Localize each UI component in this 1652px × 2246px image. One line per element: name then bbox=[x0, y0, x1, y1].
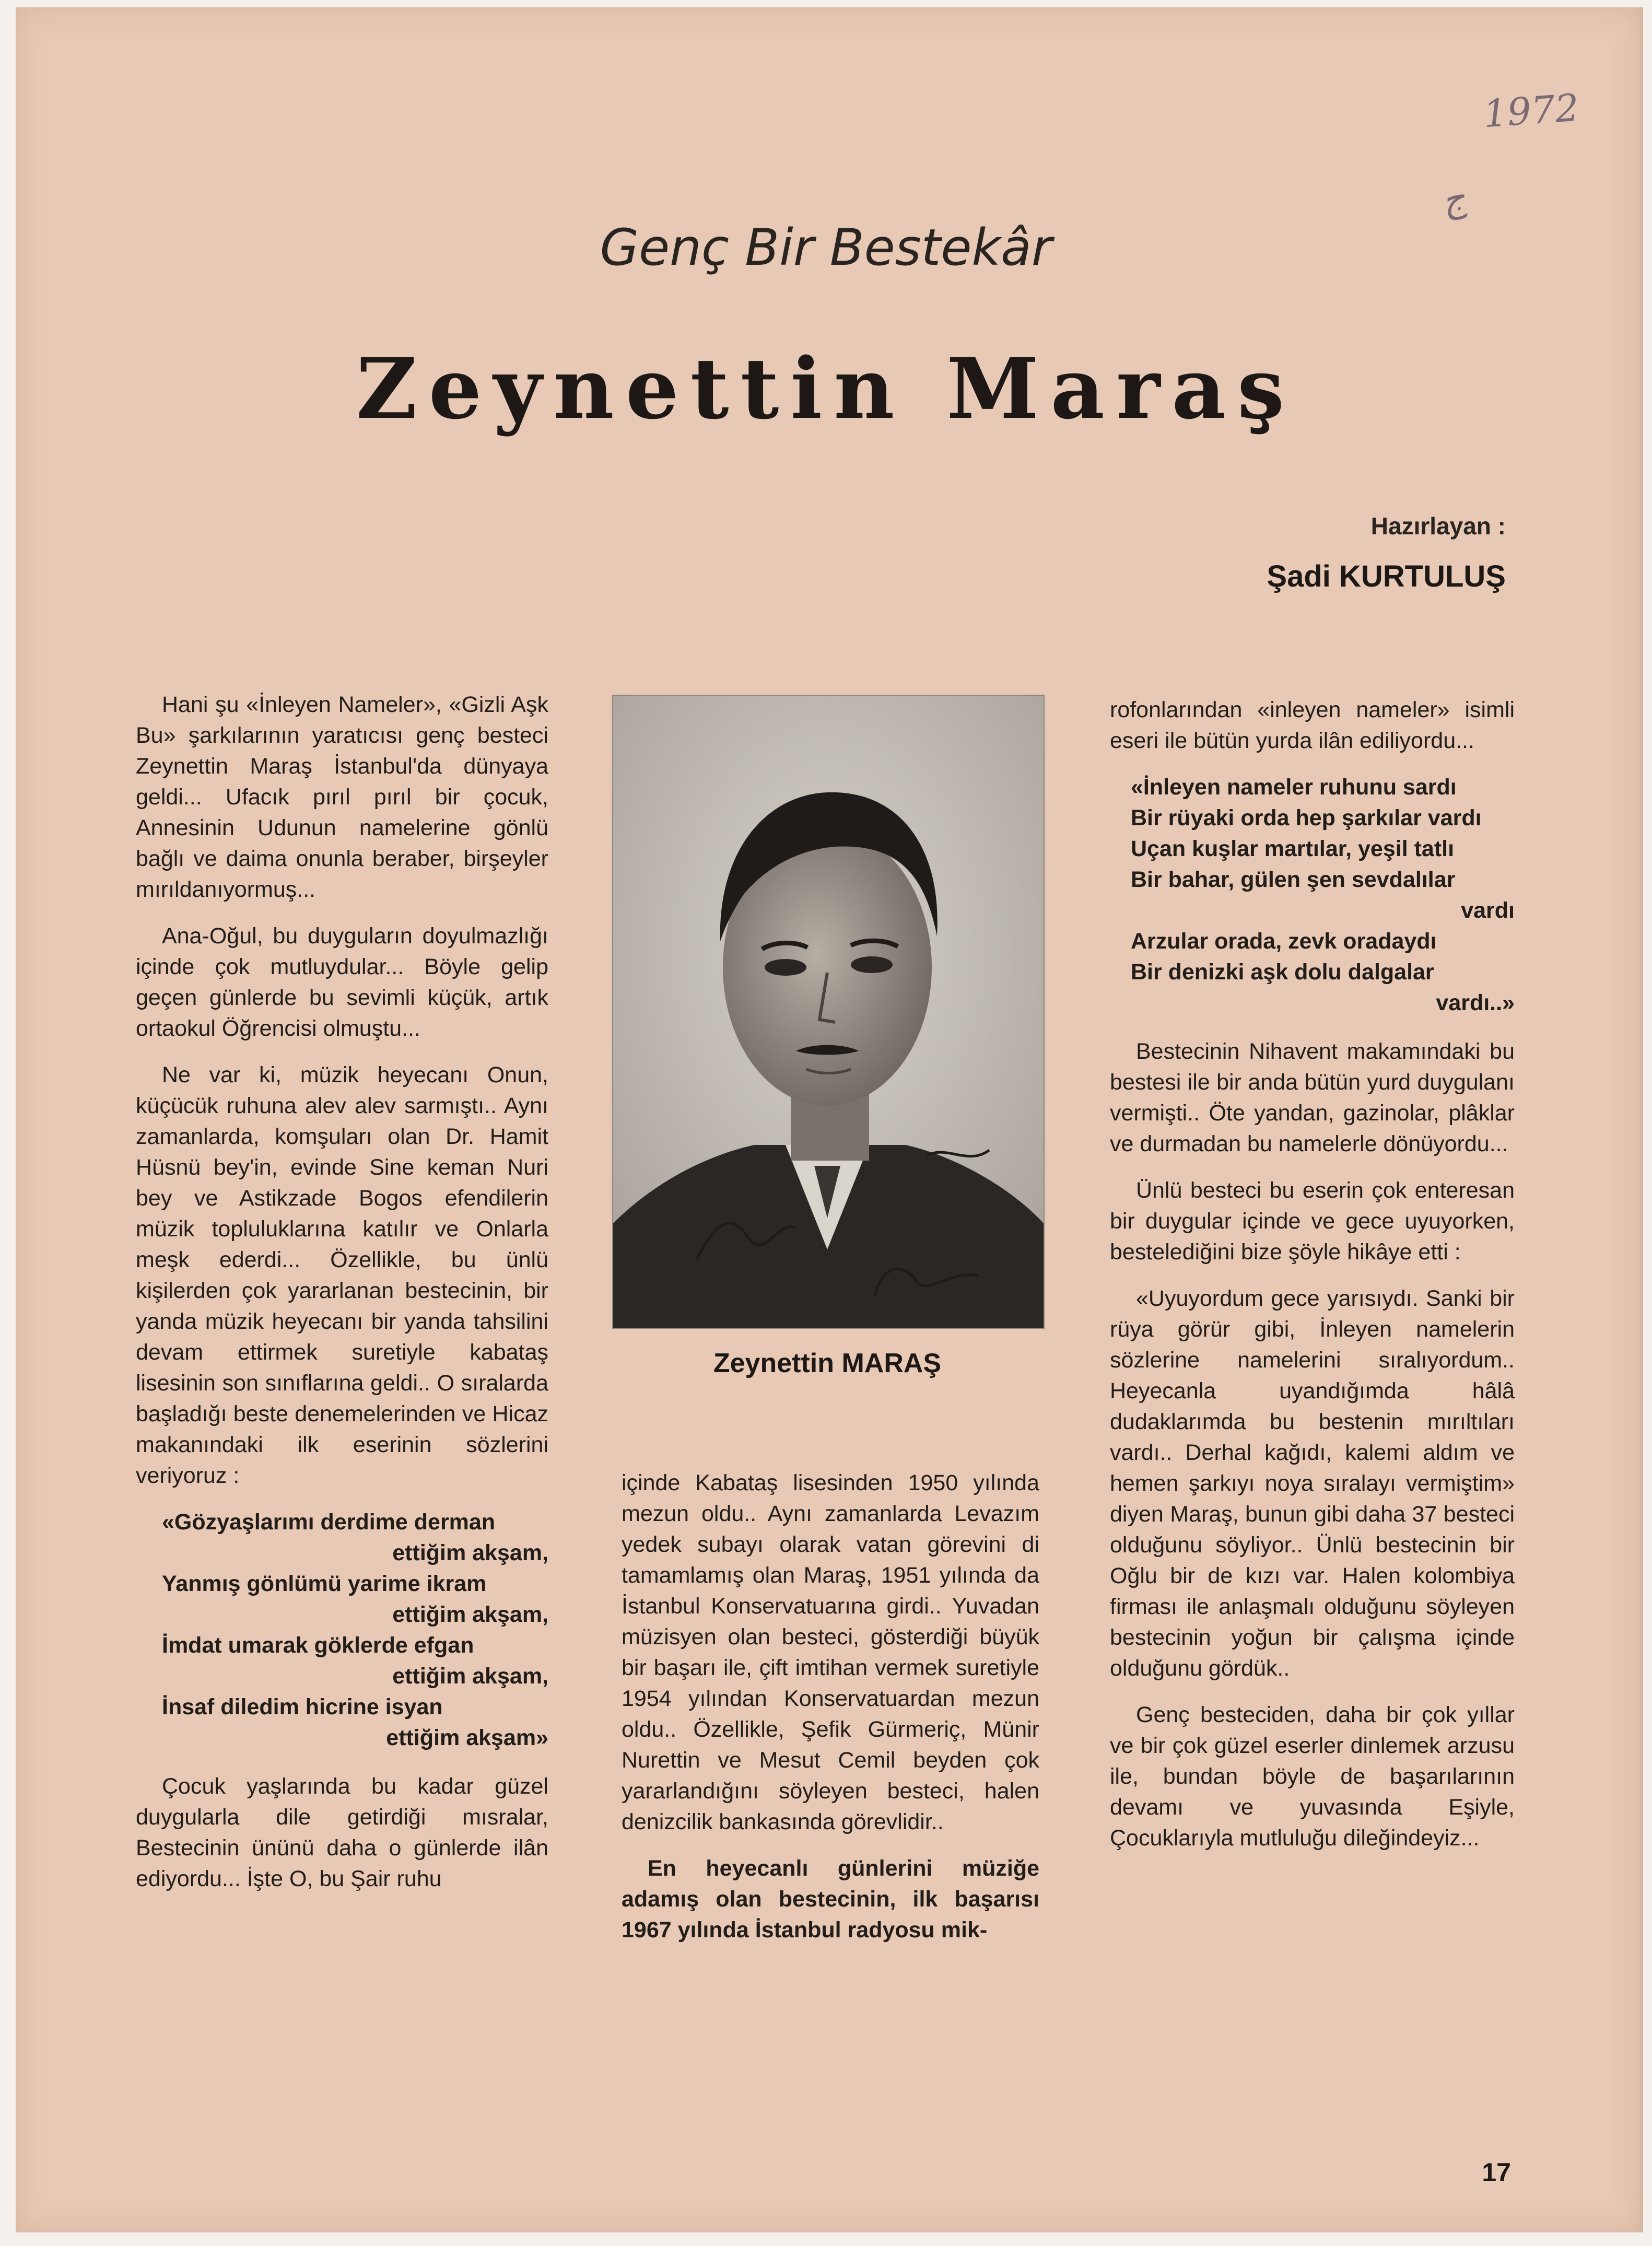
verse-line: ettiğim akşam, bbox=[392, 1664, 548, 1689]
article-column-3 bbox=[1110, 695, 1515, 1869]
paragraph: Bestecinin Nihavent makamındaki bu bestesi ile bir anda bütün yurd duygulanı vermişti.. Öte yandan, gazinolar, plâklar ve durmadan bu namelerle dönüyordu... bbox=[1110, 1039, 1515, 1156]
article-kicker: Genç Bir Bestekâr bbox=[600, 218, 1052, 277]
verse-line: İmdat umarak göklerde efgan bbox=[162, 1633, 474, 1658]
article-column-2 bbox=[622, 1468, 1039, 1961]
verse-line: vardı bbox=[1461, 898, 1515, 923]
paragraph: En heyecanlı günlerini müziğe adamış olan bestecinin, ilk başarısı 1967 yılında İstanbul radyosu mik- bbox=[622, 1856, 1039, 1943]
verse-line: Uçan kuşlar martılar, yeşil tatlı bbox=[1131, 836, 1455, 861]
verse-line: Bir denizki aşk dolu dalgalar bbox=[1131, 960, 1434, 985]
verse-line: ettiğim akşam, bbox=[392, 1602, 548, 1627]
paragraph: Genç besteciden, daha bir çok yıllar ve bir çok güzel eserler dinlemek arzusu ile, bundan böyle de başarılarının devamı ve yuvasında Eşiyle, Çocuklarıyla mutluluğu dileğindeyiz... bbox=[1110, 1702, 1515, 1851]
paragraph: Ana-Oğul, bu duyguların doyulmazlığı içinde çok mutluydular... Böyle gelip geçen günlerde bu sevimli küçük, artık ortaokul Öğrencisi olmuştu... bbox=[136, 923, 548, 1041]
page-number: 17 bbox=[1482, 2158, 1511, 2187]
byline-author: Şadi KURTULUŞ bbox=[1267, 559, 1506, 593]
poem-verse bbox=[1110, 772, 1515, 1019]
paragraph: Ne var ki, müzik heyecanı Onun, küçücük ruhuna alev alev sarmıştı.. Aynı zamanlarda, komşuları olan Dr. Hamit Hüsnü bey'in, evinde Sine keman Nuri bey ve Astikzade Bogos efendilerin müzik topluluklarına katılır ve Onlarla meşk ederdi... Özellikle, bu ünlü kişilerden çok yararlanan bestecinin, bir yanda müzik heyecanı bir yanda tahsilini devam ettirmek suretiyle kabataş lisesinin son sınıflarına geldi.. O sıralarda başladığı beste denemelerinden ve Hicaz makanındaki ilk eserinin sözlerini veriyoruz : bbox=[136, 1062, 548, 1488]
article-title: Zeynettin Maraş bbox=[356, 340, 1296, 438]
portrait-illustration bbox=[613, 696, 1044, 1328]
paragraph: içinde Kabataş lisesinden 1950 yılında mezun oldu.. Aynı zamanlarda Levazım yedek subayı olarak vatan görevini di tamamlamış olan Maraş, 1951 yılında da İstanbul Konservatuarına girdi.. Yuvadan müzisyen olan besteci, gösterdiği büyük bir başarı ile, çift imtihan vermek suretiyle 1954 yılından Konservatuardan mezun oldu.. Özellikle, Şefik Gürmeriç, Münir Nurettin ve Mesut Cemil beyden çok yararlandığını söyleyen besteci, halen denizcilik bankasında görevlidir.. bbox=[622, 1470, 1039, 1834]
paragraph: rofonlarından «inleyen nameler» isimli eseri ile bütün yurda ilân ediliyordu... bbox=[1110, 697, 1515, 753]
paragraph: Hani şu «İnleyen Nameler», «Gizli Aşk Bu» şarkılarının yaratıcısı genç besteci Zeynettin Maraş İstanbul'da dünyaya geldi... Ufacık pırıl pırıl bir çocuk, Annesinin Udunun namelerine gönlü bağlı ve daima onunla beraber, birşeyler mırıldanıyormuş... bbox=[136, 692, 548, 902]
poem-verse bbox=[136, 1507, 548, 1753]
verse-line: ettiğim akşam» bbox=[386, 1725, 548, 1750]
verse-line: ettiğim akşam, bbox=[392, 1540, 548, 1565]
paragraph: Çocuk yaşlarında bu kadar güzel duygularla dile getirdiği mısralar, Bestecinin ününü daha o günlerde ilân ediyordu... İşte O, bu Şair ruhu bbox=[136, 1774, 548, 1891]
paragraph: «Uyuyordum gece yarısıydı. Sanki bir rüya görür gibi, İnleyen namelerin sözlerine namelerini sıralıyordum.. Heyecanla uyandığımda hâlâ dudaklarımda bu bestenin mırıltıları vardı.. Derhal kağıdı, kalemi aldım ve hemen şarkıyı noya sıralayı vermiştim» diyen Maraş, bunun gibi daha 37 besteci olduğunu söyliyor.. Ünlü bestecinin bir Oğlu bir de kızı var. Halen kolombiya firması ile anlaşmalı olduğunu söyleyen bestecinin yoğun bir çalışma içinde olduğunu gördük.. bbox=[1110, 1286, 1515, 1681]
verse-line: İnsaf diledim hicrine isyan bbox=[162, 1694, 443, 1719]
verse-line: Bir bahar, gülen şen sevdalılar bbox=[1131, 867, 1456, 892]
verse-line: vardı..» bbox=[1436, 990, 1515, 1015]
verse-line: «Gözyaşlarımı derdime derman bbox=[162, 1510, 496, 1535]
verse-line: Yanmış gönlümü yarime ikram bbox=[162, 1571, 487, 1596]
photo-caption: Zeynettin MARAŞ bbox=[713, 1348, 942, 1378]
article-column-1 bbox=[136, 689, 548, 1910]
verse-line: Arzular orada, zevk oradaydı bbox=[1131, 929, 1437, 954]
verse-line: Bir rüyaki orda hep şarkılar vardı bbox=[1131, 805, 1482, 830]
portrait-photo bbox=[612, 695, 1045, 1329]
handwritten-mark: ج bbox=[1437, 176, 1470, 223]
byline-label: Hazırlayan : bbox=[1370, 512, 1506, 540]
handwritten-year-note: 1972 bbox=[1482, 85, 1580, 136]
verse-line: «İnleyen nameler ruhunu sardı bbox=[1131, 775, 1457, 800]
paragraph: Ünlü besteci bu eserin çok enteresan bir duygular içinde ve gece uyuyorken, bestelediğini bize şöyle hikâye etti : bbox=[1110, 1178, 1515, 1265]
